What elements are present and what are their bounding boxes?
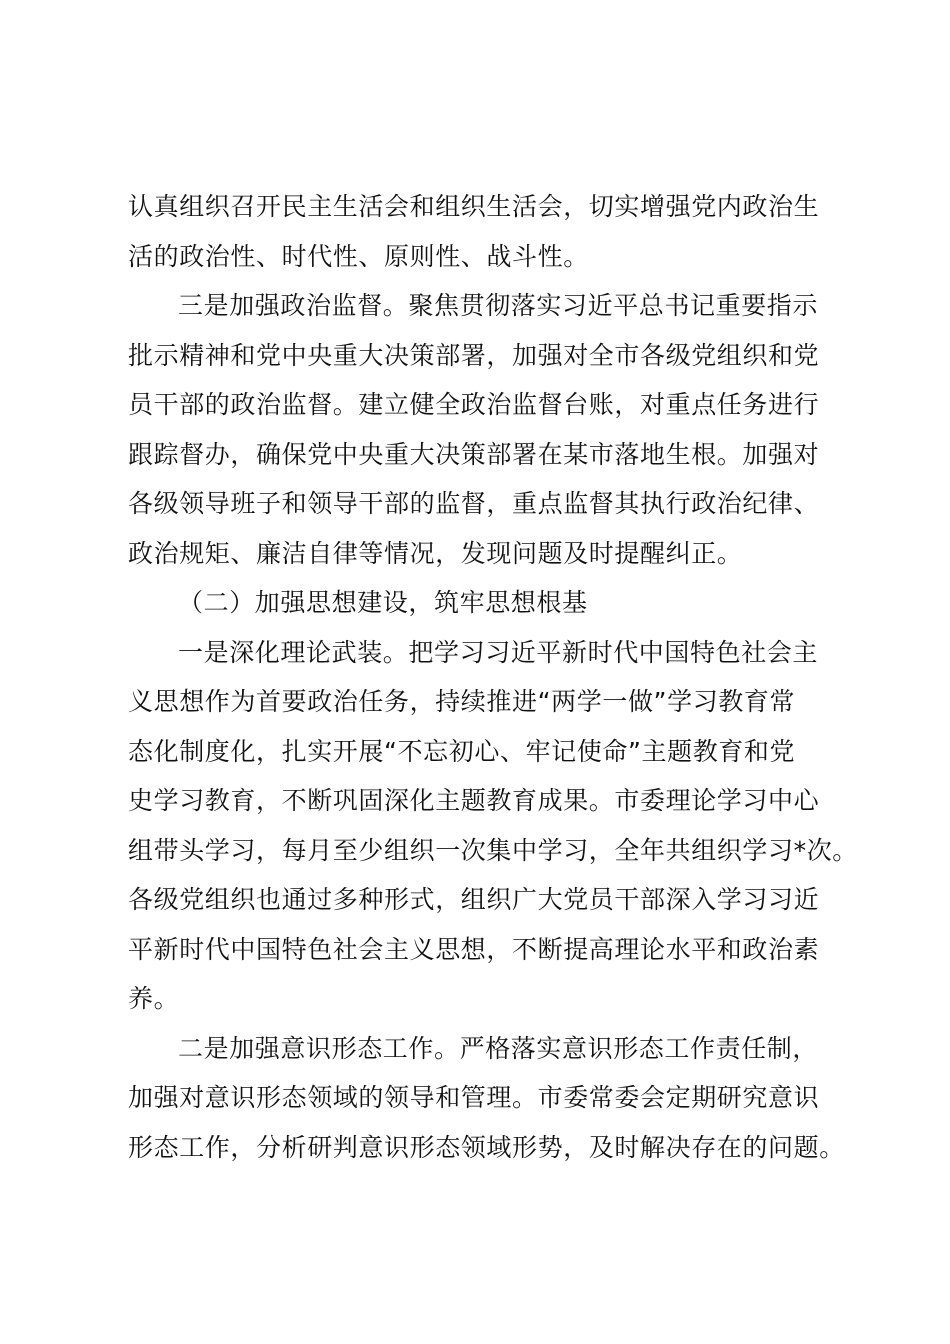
text-line: 员干部的政治监督。建立健全政治监督台账，对重点任务进行 [128, 390, 820, 419]
paragraph-start-line: 一是深化理论武装。把学习习近平新时代中国特色社会主 [178, 637, 819, 667]
text-line: 义思想作为首要政治任务，持续推进“两学一做”学习教育常 [128, 687, 796, 716]
text-line: 平新时代中国特色社会主义思想，不断提高理论水平和政治素 [128, 934, 820, 964]
text-line: 态化制度化，扎实开展“不忘初心、牢记使命”主题教育和党 [128, 736, 796, 766]
text-line: 养。 [128, 984, 180, 1013]
text-line: 认真组织召开民主生活会和组织生活会，切实增强党内政治生 [128, 192, 820, 221]
text-line: 加强对意识形态领域的领导和管理。市委常委会定期研究意识 [128, 1083, 820, 1112]
text-line: 批示精神和党中央重大决策部署，加强对全市各级党组织和党 [128, 340, 820, 370]
text-line: 组带头学习，每月至少组织一次集中学习，全年共组织学习*次。 [128, 835, 858, 865]
text-line: 史学习教育，不断巩固深化主题教育成果。市委理论学习中心 [128, 786, 820, 815]
paragraph-start-line: 二是加强意识形态工作。严格落实意识形态工作责任制， [178, 1033, 819, 1063]
text-line: 政治规矩、廉洁自律等情况，发现问题及时提醒纠正。 [128, 538, 743, 568]
document-body [128, 182, 858, 1172]
text-line: 形态工作，分析研判意识形态领域形势，及时解决存在的问题。 [128, 1132, 845, 1162]
text-line: 跟踪督办，确保党中央重大决策部署在某市落地生根。加强对 [128, 439, 820, 469]
text-line: 活的政治性、时代性、原则性、战斗性。 [128, 241, 589, 271]
paragraph-start-line: 三是加强政治监督。聚焦贯彻落实习近平总书记重要指示 [178, 291, 819, 320]
text-line: 各级领导班子和领导干部的监督，重点监督其执行政治纪律、 [128, 489, 820, 518]
text-line: 各级党组织也通过多种形式，组织广大党员干部深入学习习近 [128, 885, 820, 914]
section-heading: （二）加强思想建设，筑牢思想根基 [178, 588, 588, 617]
